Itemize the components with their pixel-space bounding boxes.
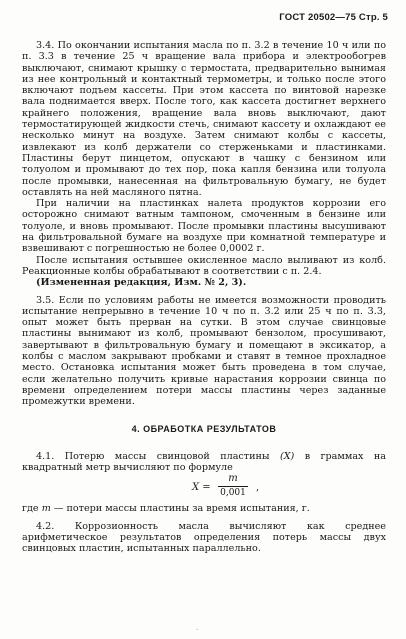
legend-description: — потери массы пластины за время испытания, г. [53, 503, 310, 515]
formula-comma: , [256, 482, 260, 494]
paragraph-4-1-start: 4.1. Потерю массы свинцовой пластины [36, 450, 270, 462]
scan-mark: · [196, 626, 199, 634]
fraction-bar [218, 486, 248, 487]
paragraph-4-1-end: в граммах на квадратный метр вычисляют по формуле [22, 450, 386, 474]
formula-fraction [218, 473, 248, 499]
paragraph-corrosion-deposit: При наличии на пластинках налета продуктов коррозии его осторожно снимают ватным тампоном, смоченным в бензине или толуоле, и вновь промывают. После промывки пластины высушивают на фильтровальной бумаге на воздухе при комнатной температуре и взвешивают с погрешностью не более 0,0002 г. [22, 198, 386, 255]
formula-numerator: m [228, 473, 238, 485]
variable-x: (X) [279, 450, 295, 462]
page-header: ГОСТ 20502—75 Стр. 5 [279, 12, 388, 23]
revision-note: (Измененная редакция, Изм. № 2, 3). [36, 277, 247, 289]
formula-lhs: X = [192, 482, 211, 494]
paragraph-4-1 [22, 451, 386, 474]
section-4-title: 4. ОБРАБОТКА РЕЗУЛЬТАТОВ [131, 423, 277, 434]
legend-where: где [22, 503, 39, 515]
spacer [22, 435, 386, 451]
paragraph-4-2: 4.2. Коррозионность масла вычисляют как среднее арифметическое результатов определения потерь массы двух свинцовых пластин, испытанных параллельно. [22, 520, 386, 555]
paragraph-3-4: 3.4. По окончании испытания масла по п. 3.2 в течение 10 ч или по п. 3.3 в течение 25 ч вращение вала прибора и электрообогрев выключают, снимают крышку с термостата, предварительно вынимая из нее контрольный и контактный термометры, и только после этого включают подъем кассеты. При этом кассета по винтовой нарезке вала поднимается вверх. После того, как кассета достигнет верхнего крайнего положения, вращение вала вновь выключают, дают термостатирующей жидкости стечь, снимают кассету и охлаждают ее несколько минут на воздухе. Затем снимают колбы с кассеты, извлекают из колб держатели со стерженьками и пластинками. Пластины берут пинцетом, опускают в чашку с бензином или толуолом и промывают до тех пор, пока капля бензина или толуола после промывки, нанесенная на фильтровальную бумагу, не будет оставлять на ней масляного пятна. [22, 40, 386, 198]
variable-m: m [41, 503, 51, 515]
paragraph-3-5: 3.5. Если по условиям работы не имеется возможности проводить испытание непрерывно в течение 10 ч по п. 3.2 или 25 ч по п. 3.3, опыт может быть прерван на сутки. В этом случае свинцовые пластины вынимают из колб, промывают бензолом, просушивают, завертывают в фильтровальную бумагу и помещают в эксикатор, а колбы с маслом закрывают пробками и ставят в темное прохладное место. Остановка испытания может быть проведена в том случае, если желательно получить кривые нарастания коррозии свинца по времени определением потери массы пластины через заданные промежутки времени. [22, 294, 386, 408]
page-content [22, 40, 386, 555]
formula-mass-loss [22, 473, 386, 503]
paragraph-after-test: После испытания остывшее окисленное масло выливают из колб. Реакционные колбы обрабатывают в соответствии с п. 2.4. [22, 254, 386, 277]
formula-legend [22, 503, 386, 514]
spacer [22, 408, 386, 424]
formula-denominator: 0,001 [220, 488, 246, 499]
